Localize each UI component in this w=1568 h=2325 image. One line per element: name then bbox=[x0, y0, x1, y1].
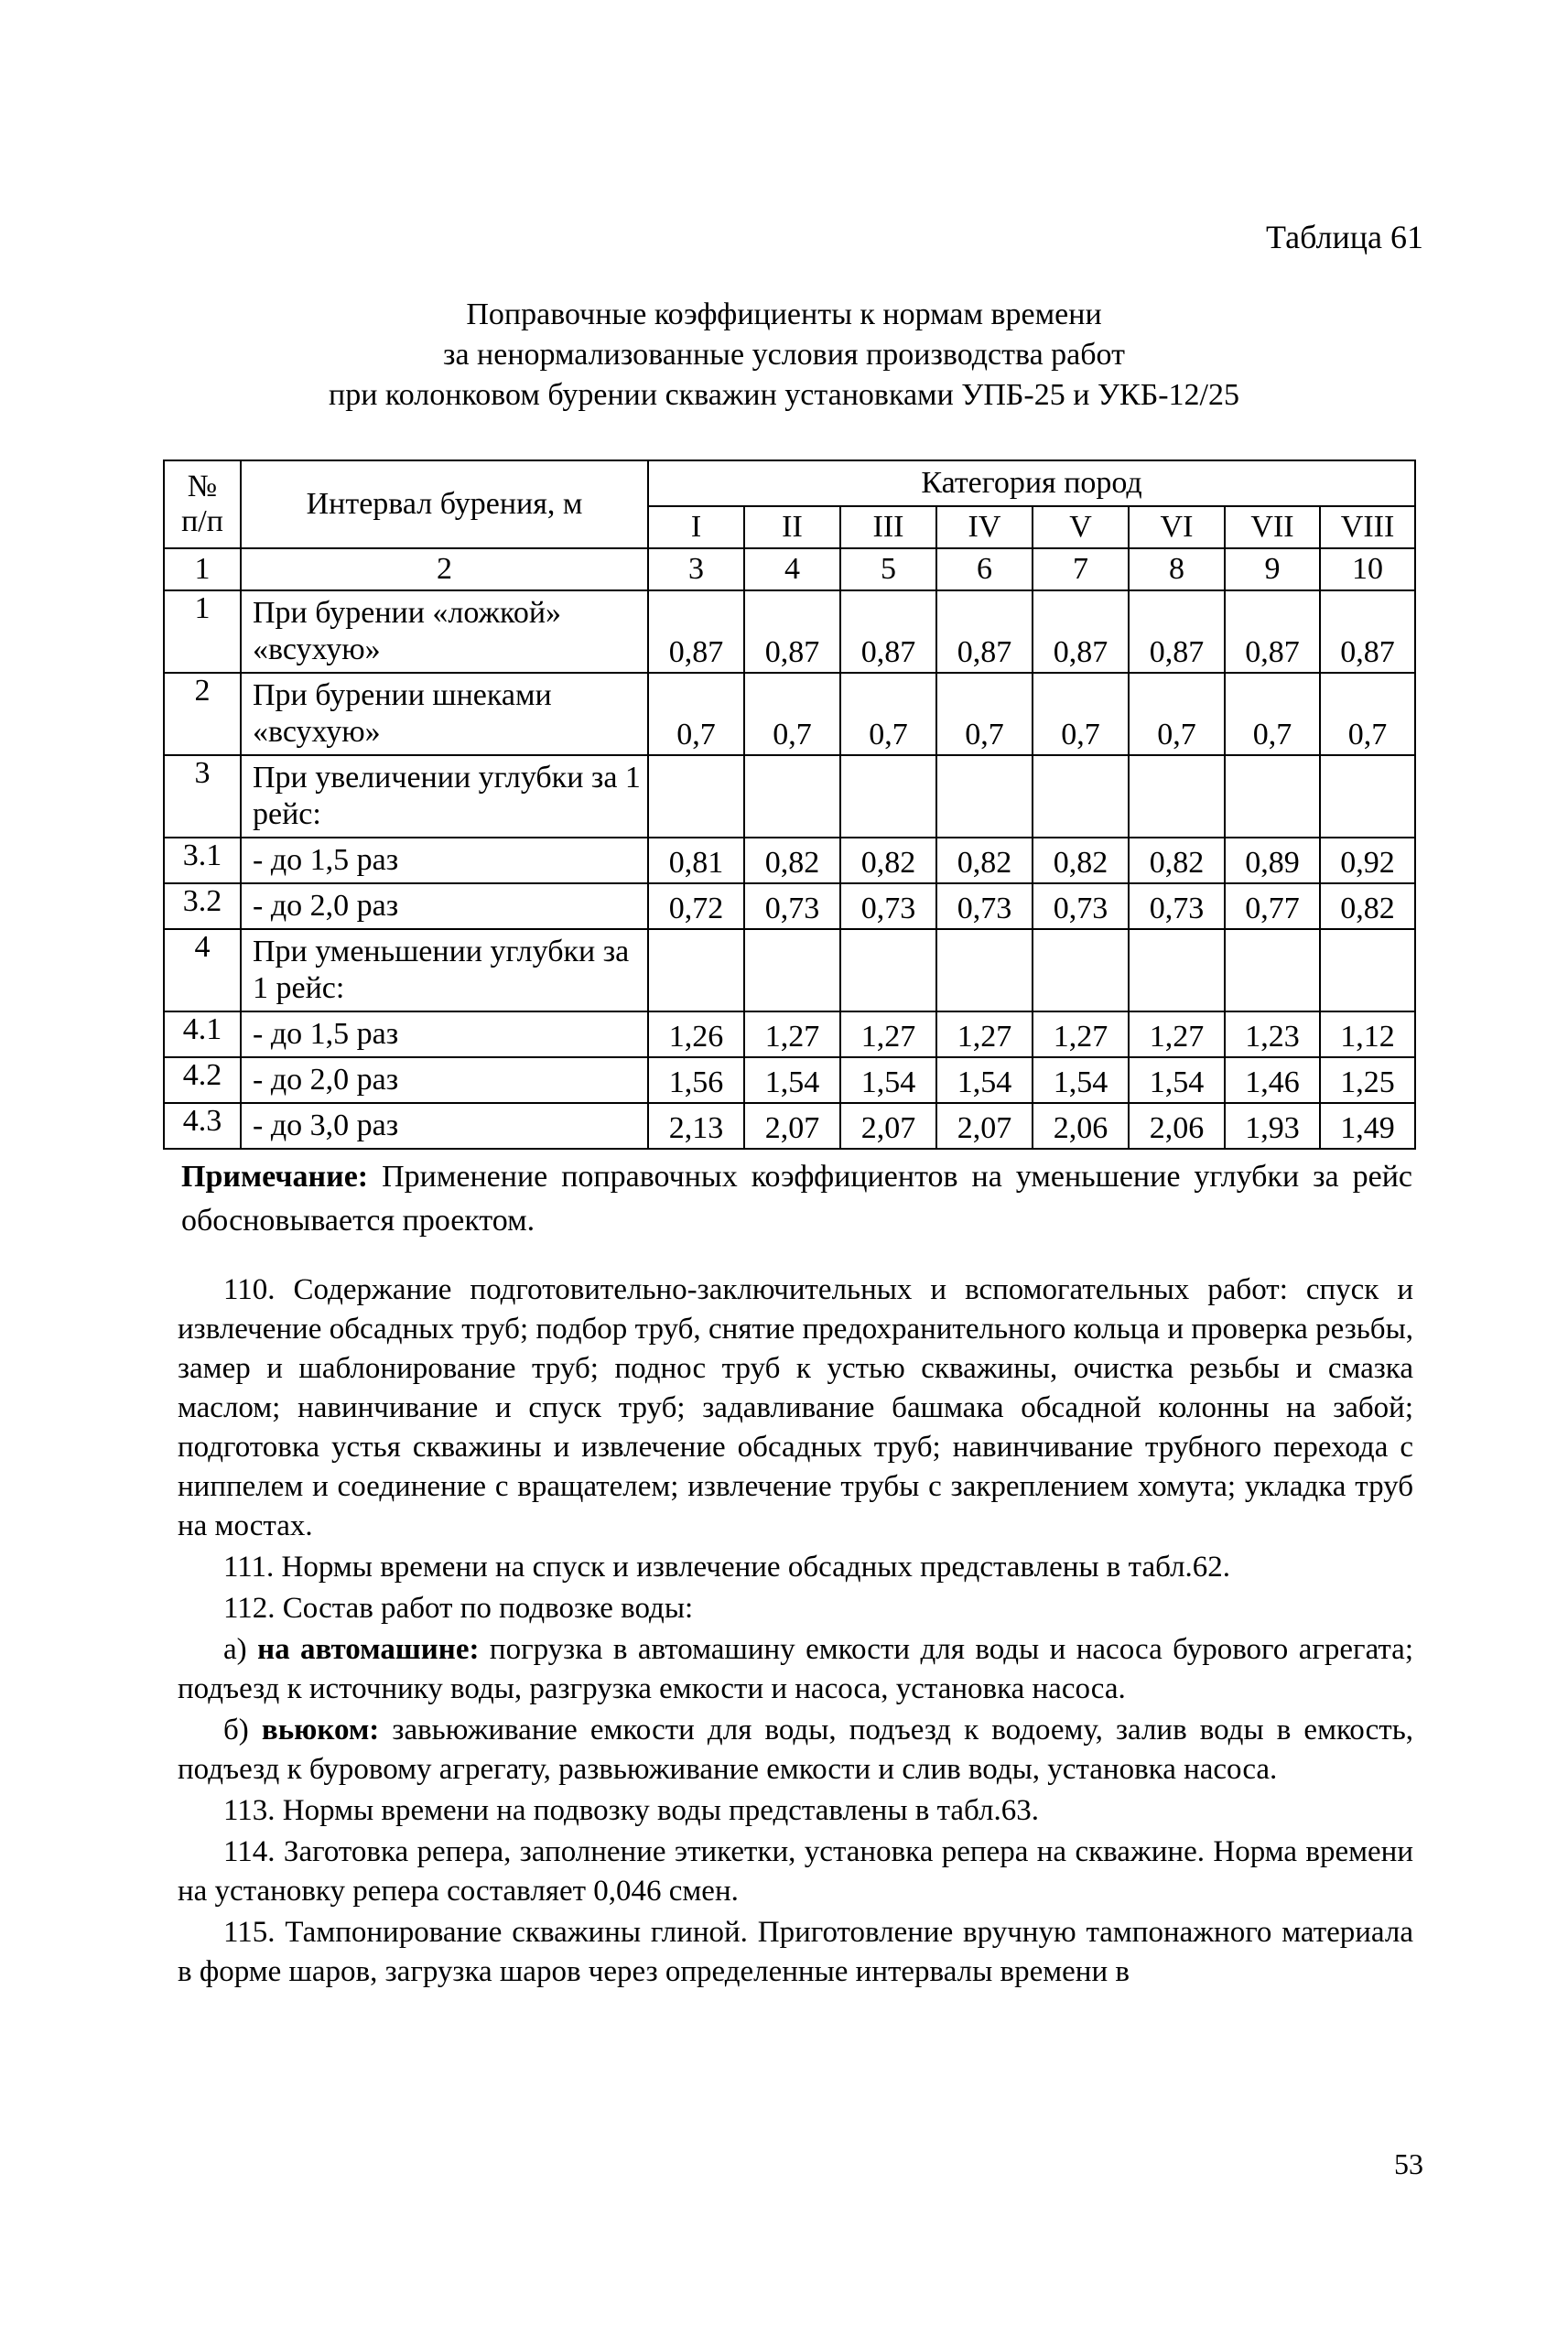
coefficient-cell: 0,81 bbox=[648, 838, 744, 883]
coefficient-cell: 0,87 bbox=[936, 590, 1033, 673]
coefficient-cell: 1,27 bbox=[1129, 1011, 1225, 1057]
title-line-3: при колонковом бурении скважин установками УПБ-25 и УКБ-12/25 bbox=[329, 378, 1239, 412]
table-row bbox=[164, 1057, 1415, 1103]
coefficient-cell: 0,7 bbox=[936, 673, 1033, 755]
p112b-prefix: б) bbox=[223, 1714, 262, 1746]
coefficient-cell: 1,27 bbox=[936, 1011, 1033, 1057]
column-number-4: 4 bbox=[744, 548, 840, 590]
coefficient-cell: 0,87 bbox=[1129, 590, 1225, 673]
coefficient-cell bbox=[744, 755, 840, 838]
table-label: Таблица 61 bbox=[1266, 219, 1423, 255]
row-description: - до 1,5 раз bbox=[241, 838, 648, 883]
p112b-label: вьюком: bbox=[261, 1714, 380, 1746]
body-text bbox=[178, 1271, 1413, 1992]
column-number-9: 9 bbox=[1225, 548, 1320, 590]
header-category-1: I bbox=[648, 506, 744, 548]
table-row bbox=[164, 590, 1415, 673]
coefficient-cell bbox=[840, 755, 936, 838]
coefficient-cell: 0,7 bbox=[1320, 673, 1415, 755]
header-category-6: VI bbox=[1129, 506, 1225, 548]
coefficient-cell: 1,54 bbox=[936, 1057, 1033, 1103]
row-description: При уменьшении углубки за 1 рейс: bbox=[241, 929, 648, 1011]
table-row bbox=[164, 1103, 1415, 1149]
coefficient-cell: 1,93 bbox=[1225, 1103, 1320, 1149]
coefficient-cell: 0,73 bbox=[1129, 883, 1225, 929]
table-row bbox=[164, 838, 1415, 883]
header-num-line-1: № bbox=[187, 470, 218, 503]
coefficient-cell: 0,87 bbox=[1320, 590, 1415, 673]
coefficient-cell: 1,54 bbox=[1129, 1057, 1225, 1103]
coefficient-cell: 1,25 bbox=[1320, 1057, 1415, 1103]
header-category-8: VIII bbox=[1320, 506, 1415, 548]
header-num-line-2: п/п bbox=[181, 504, 223, 538]
coefficient-cell bbox=[744, 929, 840, 1011]
column-number-10: 10 bbox=[1320, 548, 1415, 590]
column-number-7: 7 bbox=[1033, 548, 1129, 590]
table-row bbox=[164, 755, 1415, 838]
title-line-1: Поправочные коэффициенты к нормам времени bbox=[466, 297, 1102, 331]
paragraph-115: 115. Тампонирование скважины глиной. Приготовление вручную тампонажного материала в форме шаров, загрузка шаров через определенные интервалы времени в bbox=[178, 1916, 1413, 1988]
header-num bbox=[164, 460, 241, 548]
coefficient-cell bbox=[1320, 929, 1415, 1011]
table-note bbox=[181, 1155, 1412, 1243]
paragraph-112: 112. Состав работ по подвозке воды: bbox=[223, 1592, 694, 1625]
note-text: Применение поправочных коэффициентов на уменьшение углубки за рейс обосновывается проектом. bbox=[181, 1160, 1412, 1238]
row-number: 2 bbox=[164, 673, 241, 755]
coefficient-cell: 1,54 bbox=[840, 1057, 936, 1103]
page-number: 53 bbox=[1394, 2147, 1423, 2180]
coefficient-cell: 2,07 bbox=[840, 1103, 936, 1149]
coefficient-cell: 0,72 bbox=[648, 883, 744, 929]
coefficient-cell: 0,82 bbox=[936, 838, 1033, 883]
coefficient-cell: 0,73 bbox=[936, 883, 1033, 929]
coefficient-cell bbox=[936, 755, 1033, 838]
row-description: - до 1,5 раз bbox=[241, 1011, 648, 1057]
coefficient-cell bbox=[1225, 929, 1320, 1011]
coefficient-cell: 2,07 bbox=[744, 1103, 840, 1149]
coefficient-cell: 1,56 bbox=[648, 1057, 744, 1103]
table-title bbox=[165, 295, 1403, 416]
coefficient-cell bbox=[648, 755, 744, 838]
row-number: 4.2 bbox=[164, 1057, 241, 1103]
coefficient-cell bbox=[1225, 755, 1320, 838]
row-description: - до 2,0 раз bbox=[241, 883, 648, 929]
coefficient-cell bbox=[1129, 755, 1225, 838]
coefficients-table bbox=[163, 460, 1416, 1150]
column-number-8: 8 bbox=[1129, 548, 1225, 590]
table-body bbox=[164, 460, 1415, 1149]
coefficient-cell bbox=[1033, 929, 1129, 1011]
coefficient-cell: 1,12 bbox=[1320, 1011, 1415, 1057]
coefficient-cell: 0,82 bbox=[1033, 838, 1129, 883]
column-number-6: 6 bbox=[936, 548, 1033, 590]
p112a-label: на автомашине: bbox=[257, 1633, 480, 1666]
coefficient-cell: 0,82 bbox=[1320, 883, 1415, 929]
coefficient-cell: 1,27 bbox=[1033, 1011, 1129, 1057]
coefficient-cell bbox=[1320, 755, 1415, 838]
column-number-3: 3 bbox=[648, 548, 744, 590]
header-interval: Интервал бурения, м bbox=[241, 460, 648, 548]
coefficient-cell: 0,87 bbox=[1225, 590, 1320, 673]
table-row bbox=[164, 883, 1415, 929]
note-label: Примечание: bbox=[181, 1160, 369, 1194]
p112a-prefix: а) bbox=[223, 1633, 258, 1666]
paragraph-112b bbox=[178, 1711, 1413, 1790]
row-number: 1 bbox=[164, 590, 241, 673]
paragraph-112a bbox=[178, 1630, 1413, 1709]
coefficient-cell: 2,06 bbox=[1033, 1103, 1129, 1149]
title-line-2: за ненормализованные условия производства работ bbox=[443, 338, 1125, 372]
coefficient-cell: 2,06 bbox=[1129, 1103, 1225, 1149]
coefficient-cell: 1,54 bbox=[1033, 1057, 1129, 1103]
coefficient-cell: 0,7 bbox=[1225, 673, 1320, 755]
coefficient-cell: 1,27 bbox=[840, 1011, 936, 1057]
table-row bbox=[164, 673, 1415, 755]
coefficient-cell bbox=[840, 929, 936, 1011]
header-category-3: III bbox=[840, 506, 936, 548]
coefficient-cell: 1,49 bbox=[1320, 1103, 1415, 1149]
row-description: При увеличении углубки за 1 рейс: bbox=[241, 755, 648, 838]
table-row bbox=[164, 1011, 1415, 1057]
coefficient-cell: 0,82 bbox=[840, 838, 936, 883]
row-description: При бурении шнеками «всухую» bbox=[241, 673, 648, 755]
coefficient-cell: 0,73 bbox=[840, 883, 936, 929]
coefficient-cell: 0,92 bbox=[1320, 838, 1415, 883]
row-number: 3.1 bbox=[164, 838, 241, 883]
coefficient-cell: 0,82 bbox=[744, 838, 840, 883]
coefficient-cell: 1,54 bbox=[744, 1057, 840, 1103]
column-number-1: 1 bbox=[164, 548, 241, 590]
row-number: 3.2 bbox=[164, 883, 241, 929]
coefficient-cell: 0,7 bbox=[744, 673, 840, 755]
header-category-4: IV bbox=[936, 506, 1033, 548]
coefficient-cell: 2,13 bbox=[648, 1103, 744, 1149]
coefficient-cell: 1,27 bbox=[744, 1011, 840, 1057]
row-number: 4.1 bbox=[164, 1011, 241, 1057]
paragraph-113: 113. Нормы времени на подвозку воды представлены в табл.63. bbox=[223, 1794, 1039, 1827]
coefficient-cell bbox=[1129, 929, 1225, 1011]
header-category-7: VII bbox=[1225, 506, 1320, 548]
coefficient-cell bbox=[1033, 755, 1129, 838]
column-number-2: 2 bbox=[241, 548, 648, 590]
row-description: - до 2,0 раз bbox=[241, 1057, 648, 1103]
coefficient-cell: 0,77 bbox=[1225, 883, 1320, 929]
header-category-2: II bbox=[744, 506, 840, 548]
coefficient-cell: 1,46 bbox=[1225, 1057, 1320, 1103]
row-description: При бурении «ложкой» «всухую» bbox=[241, 590, 648, 673]
coefficient-cell: 0,7 bbox=[1129, 673, 1225, 755]
paragraph-111: 111. Нормы времени на спуск и извлечение обсадных представлены в табл.62. bbox=[223, 1551, 1231, 1584]
coefficient-cell: 0,7 bbox=[1033, 673, 1129, 755]
paragraph-114: 114. Заготовка репера, заполнение этикетки, установка репера на скважине. Норма времени на установку репера составляет 0,046 смен. bbox=[178, 1835, 1413, 1908]
coefficient-cell: 0,7 bbox=[840, 673, 936, 755]
p112a-text: погрузка в автомашину емкости для воды и насоса бурового агрегата; подъезд к источнику воды, разгрузка емкости и насоса, установка насоса. bbox=[178, 1633, 1414, 1705]
coefficient-cell: 1,26 bbox=[648, 1011, 744, 1057]
coefficient-cell: 0,87 bbox=[840, 590, 936, 673]
row-number: 3 bbox=[164, 755, 241, 838]
coefficient-cell: 0,87 bbox=[1033, 590, 1129, 673]
coefficient-cell bbox=[936, 929, 1033, 1011]
coefficient-cell: 1,23 bbox=[1225, 1011, 1320, 1057]
coefficient-cell: 0,82 bbox=[1129, 838, 1225, 883]
paragraph-110: 110. Содержание подготовительно-заключительных и вспомогательных работ: спуск и извлечение обсадных труб; подбор труб, снятие предохранительного кольца и проверка резьбы, замер и шаблонирование труб; поднос труб к устью скважины, очистка резьбы и смазка маслом; навинчивание и спуск труб; задавливание башмака обсадной колонны на забой; подготовка устья скважины и извлечение обсадных труб; навинчивание трубного перехода с ниппелем и соединение с вращателем; извлечение трубы с закреплением хомута; укладка труб на мостах. bbox=[178, 1273, 1413, 1542]
column-numbers-row bbox=[164, 548, 1415, 590]
coefficient-cell: 0,87 bbox=[648, 590, 744, 673]
row-description: - до 3,0 раз bbox=[241, 1103, 648, 1149]
column-number-5: 5 bbox=[840, 548, 936, 590]
header-category: Категория пород bbox=[648, 460, 1415, 506]
coefficient-cell: 0,89 bbox=[1225, 838, 1320, 883]
row-number: 4 bbox=[164, 929, 241, 1011]
row-number: 4.3 bbox=[164, 1103, 241, 1149]
coefficient-cell: 0,73 bbox=[744, 883, 840, 929]
header-category-5: V bbox=[1033, 506, 1129, 548]
coefficient-cell: 0,73 bbox=[1033, 883, 1129, 929]
coefficient-cell: 2,07 bbox=[936, 1103, 1033, 1149]
coefficient-cell: 0,7 bbox=[648, 673, 744, 755]
coefficient-cell: 0,87 bbox=[744, 590, 840, 673]
table-row bbox=[164, 929, 1415, 1011]
p112b-text: завьюживание емкости для воды, подъезд к водоему, залив воды в емкость, подъезд к буровому агрегату, развьюживание емкости и слив воды, установка насоса. bbox=[178, 1714, 1414, 1786]
coefficient-cell bbox=[648, 929, 744, 1011]
